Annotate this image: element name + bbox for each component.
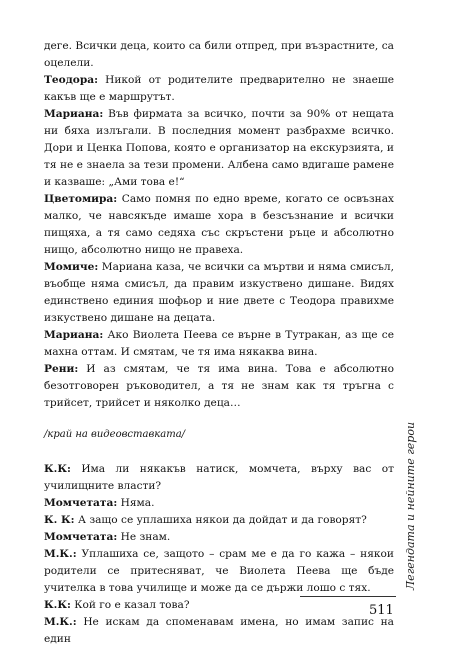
dialogue-line	[44, 495, 394, 512]
speech-text: Не знам.	[120, 531, 171, 543]
paragraph	[44, 327, 394, 361]
speech-text: Има ли някакъв натиск, момчета, върху вас от училищните власти?	[44, 463, 394, 492]
paragraph	[44, 191, 394, 259]
speaker: Теодора:	[44, 74, 98, 86]
speech-text: Ако Виолета Пеева се върне в Тутракан, аз ще се махна оттам. И смятам, че тя има някаква вина.	[44, 329, 394, 358]
speaker: Рени:	[44, 363, 79, 375]
speaker: Момиче:	[44, 261, 99, 273]
speaker: К. К:	[44, 514, 75, 526]
speaker: М.К.:	[44, 548, 77, 560]
dialogue-line	[44, 597, 394, 614]
speech-text: Няма.	[120, 497, 155, 509]
paragraph	[44, 38, 394, 72]
stage-direction: /край на видеовставката/	[44, 429, 186, 440]
speech-text: Никой от родителите предварително не знаеше какъв ще е маршрутът.	[44, 74, 395, 103]
speaker: М.К.:	[44, 616, 77, 628]
paragraph	[44, 106, 394, 191]
dialogue-line	[44, 529, 394, 546]
paragraph	[44, 259, 394, 327]
running-title: Легендата и нейните герои	[404, 421, 417, 590]
speech-text: Не искам да споменавам имена, но имам запис на един	[44, 616, 394, 645]
speech-text: Уплашиха се, защото – срам ме е да го кажа – някои родители се притесняват, че Виолета Пеева ще бъде учителка в това училище и може да се държи лошо с тях.	[44, 548, 394, 594]
speaker: Момчетата:	[44, 531, 118, 543]
speaker: Момчетата:	[44, 497, 118, 509]
text-column	[44, 38, 394, 648]
speech-text: Кой го е казал това?	[74, 599, 190, 611]
dialogue-line	[44, 614, 394, 648]
footer-rule	[300, 596, 396, 597]
speaker: Мариана:	[44, 108, 104, 120]
dialogue-line	[44, 512, 394, 529]
paragraph	[44, 361, 394, 412]
speech-text: Във фирмата за всичко, почти за 90% от нещата ни бяха излъгали. В последния момент разбрахме всичко. Дори и Ценка Попова, която е организатор на екскурзията, и тя не е знаела за тези промени. Албена само вдигаше рамене и казваше: „Ами това е!“	[44, 108, 394, 188]
speaker: К.К:	[44, 599, 71, 611]
speaker: Мариана:	[44, 329, 104, 341]
dialogue-line	[44, 546, 394, 597]
speaker: К.К:	[44, 463, 71, 475]
paragraph	[44, 72, 394, 106]
speech-text: А защо се уплашиха някои да дойдат и да говорят?	[77, 514, 367, 526]
speech-text: деге. Всички деца, които са били отпред, при възрастните, са оцелели.	[44, 40, 394, 69]
speech-text: Мариана каза, че всички са мъртви и няма смисъл, въобще няма смисъл, да правим изкуствено дишане. Видях единствено единия шофьор и ние двете с Теодора правихме изкуствено дишане на децата.	[44, 261, 394, 324]
page-number: 511	[369, 603, 394, 618]
section-gap	[44, 443, 394, 461]
dialogue-line	[44, 461, 394, 495]
speaker: Цветомира:	[44, 193, 118, 205]
speech-text: И аз смятам, че тя има вина. Това е абсолютно безотговорен ръководител, а тя не знам как тя тръгна с трийсет, трийсет и няколко деца…	[44, 363, 395, 409]
speech-text: Само помня по едно време, когато се освъзнах малко, че навсякъде имаше хора в безсъзнание и всички пищяха, а тя само седяха със скръстени ръце и абсолютно нищо, абсолютно нищо не правеха.	[44, 193, 394, 256]
